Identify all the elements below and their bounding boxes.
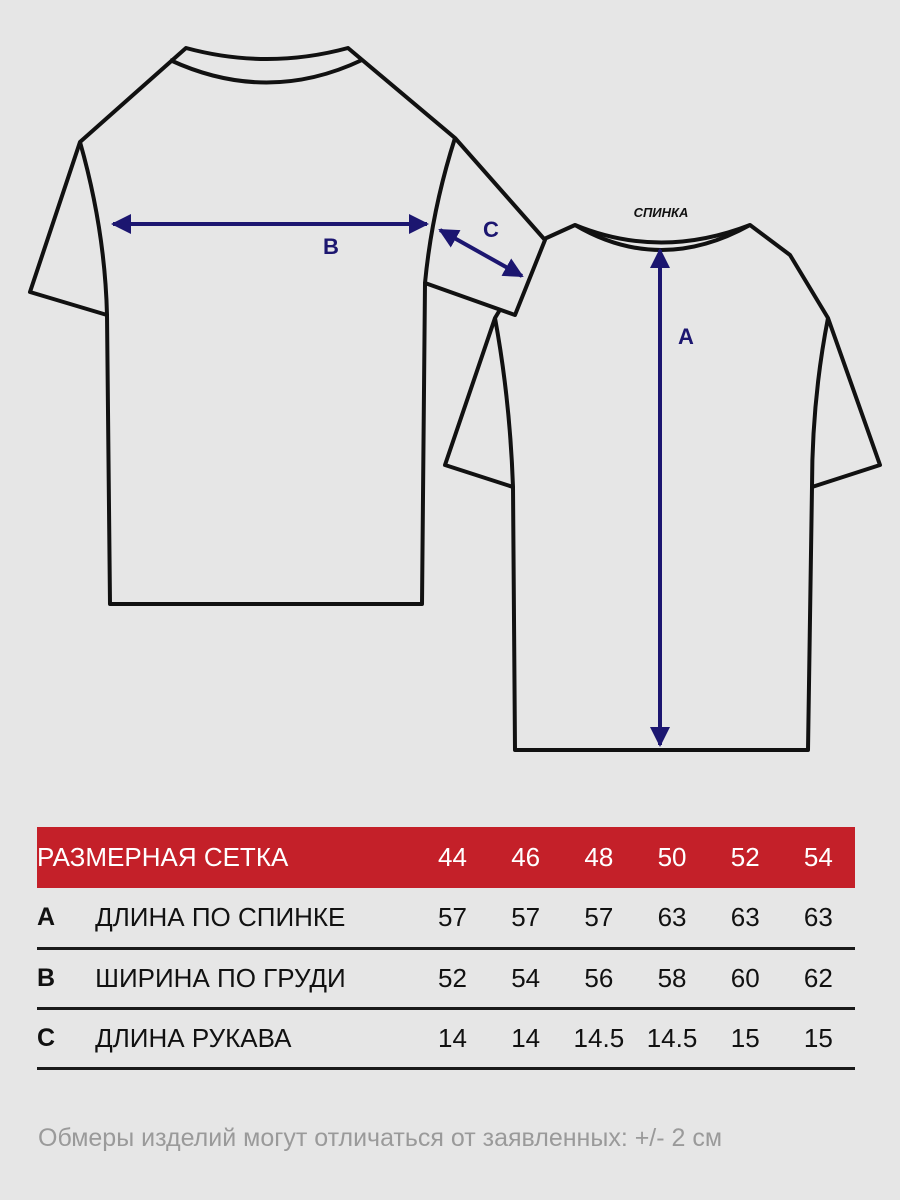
row-value: 56	[562, 948, 635, 1008]
marker-c-label: C	[483, 217, 499, 242]
row-code: C	[37, 1008, 95, 1068]
row-value: 63	[709, 888, 782, 948]
marker-a-label: A	[678, 324, 694, 349]
row-value: 14.5	[635, 1008, 708, 1068]
size-header-row	[37, 827, 855, 888]
size-chart-title: РАЗМЕРНАЯ СЕТКА	[37, 842, 289, 872]
table-row	[37, 888, 855, 948]
row-value: 58	[635, 948, 708, 1008]
row-value: 62	[782, 948, 855, 1008]
table-row	[37, 948, 855, 1008]
row-value: 15	[782, 1008, 855, 1068]
row-value: 14.5	[562, 1008, 635, 1068]
size-header-cell: 46	[511, 842, 541, 872]
tshirt-front	[30, 48, 545, 604]
back-label: СПИНКА	[633, 205, 689, 220]
size-header-cell: 50	[657, 842, 687, 872]
size-chart-table	[37, 827, 855, 1070]
row-value: 57	[562, 888, 635, 948]
row-code: B	[37, 948, 95, 1008]
table-row	[37, 1008, 855, 1068]
row-value: 14	[489, 1008, 562, 1068]
size-header-cell: 54	[803, 842, 833, 872]
row-value: 52	[416, 948, 489, 1008]
row-value: 57	[489, 888, 562, 948]
row-value: 14	[416, 1008, 489, 1068]
row-name: ШИРИНА ПО ГРУДИ	[95, 948, 416, 1008]
row-name: ДЛИНА ПО СПИНКЕ	[95, 888, 416, 948]
marker-b-label: B	[323, 234, 339, 259]
size-header-cell: 52	[730, 842, 760, 872]
row-value: 63	[635, 888, 708, 948]
row-name: ДЛИНА РУКАВА	[95, 1008, 416, 1068]
row-value: 60	[709, 948, 782, 1008]
size-header-cell: 44	[438, 842, 467, 872]
size-header-cell: 48	[584, 842, 614, 872]
row-value: 63	[782, 888, 855, 948]
row-value: 15	[709, 1008, 782, 1068]
measurement-tolerance-note: Обмеры изделий могут отличаться от заявленных: +/- 2 см	[38, 1124, 723, 1152]
row-code: A	[37, 888, 95, 948]
row-value: 57	[416, 888, 489, 948]
row-value: 54	[489, 948, 562, 1008]
